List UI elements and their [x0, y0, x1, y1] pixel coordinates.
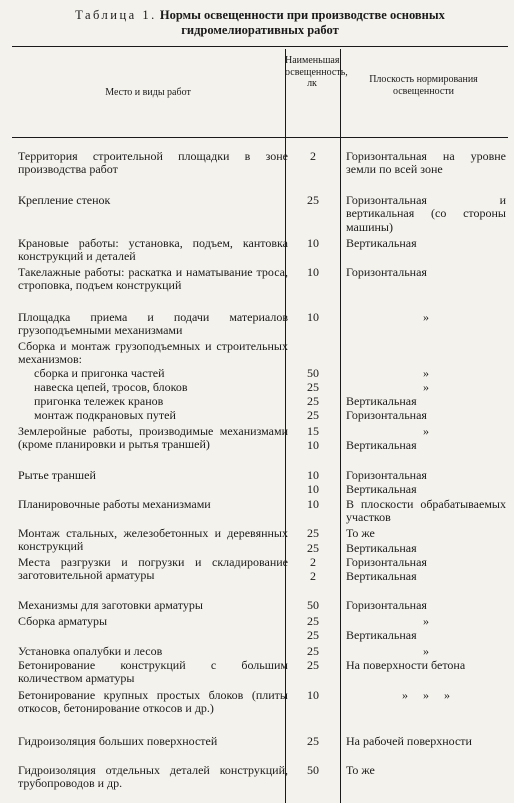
- cell-plane: Вертикальная: [346, 438, 417, 452]
- cell-lux: 2: [310, 569, 316, 583]
- cell-plane: То же: [346, 526, 375, 540]
- cell-place: Механизмы для заготовки арматуры: [18, 598, 203, 612]
- cell-place: пригонка тележек кранов: [34, 394, 164, 408]
- table-title-line2: гидромелиоративных работ: [181, 23, 339, 37]
- cell-place: Территория строительной площадки в зоне производства работ: [18, 149, 288, 177]
- cell-place: Места разгрузки и погрузки и складирование заготовительной арматуры: [18, 555, 288, 583]
- cell-place: монтаж подкрановых путей: [34, 408, 176, 422]
- cell-plane: Вертикальная: [346, 394, 417, 408]
- cell-place: Монтаж стальных, железобетонных и деревянных конструкций: [18, 526, 288, 554]
- cell-lux: 10: [307, 310, 319, 324]
- cell-place: Гидроизоляция больших поверхностей: [18, 734, 218, 748]
- cell-plane: Вертикальная: [346, 569, 417, 583]
- cell-plane: »: [423, 644, 429, 658]
- cell-lux: 50: [307, 598, 319, 612]
- cell-lux: 25: [307, 644, 319, 658]
- cell-place: Такелажные работы: раскатка и наматывание троса, строповка, подъем конструкций: [18, 265, 288, 293]
- cell-place: Сборка арматуры: [18, 614, 108, 628]
- cell-lux: 25: [307, 628, 319, 642]
- header-bottom-rule: [12, 137, 508, 138]
- cell-place: Крановые работы: установка, подъем, кантовка конструкций и деталей: [18, 236, 288, 264]
- cell-place: сборка и пригонка частей: [34, 366, 165, 380]
- cell-lux: 25: [307, 408, 319, 422]
- table-top-rule: [12, 46, 508, 47]
- cell-lux: 10: [307, 482, 319, 496]
- cell-plane: Горизонтальная и вертикальная (со стороны машины): [346, 193, 506, 234]
- cell-lux: 10: [307, 688, 319, 702]
- cell-place: Землеройные работы, производимые механизмами (кроме планировки и рытья траншей): [18, 424, 288, 452]
- table-caption: [12, 8, 508, 38]
- cell-lux: 25: [307, 658, 319, 672]
- cell-lux: 10: [307, 438, 319, 452]
- cell-plane: Горизонтальная: [346, 265, 427, 279]
- cell-lux: 2: [310, 555, 316, 569]
- table-title-line1: Нормы освещенности при производстве основных: [159, 8, 445, 22]
- cell-plane: Горизонтальная: [346, 468, 427, 482]
- cell-lux: 10: [307, 265, 319, 279]
- cell-lux: 25: [307, 734, 319, 748]
- cell-plane: На рабочей поверхности: [346, 734, 472, 748]
- cell-plane: »: [423, 424, 429, 438]
- cell-lux: 2: [310, 149, 316, 163]
- cell-place: Планировочные работы механизмами: [18, 497, 211, 511]
- header-plane: Плоскость нормирования освещенности: [369, 74, 478, 97]
- cell-lux: 10: [307, 497, 319, 511]
- cell-plane: »: [423, 310, 429, 324]
- cell-plane: Вертикальная: [346, 628, 417, 642]
- cell-lux: 25: [307, 614, 319, 628]
- cell-place: Установка опалубки и лесов: [18, 644, 163, 658]
- header-place: Место и виды работ: [105, 87, 191, 98]
- cell-plane: Горизонтальная: [346, 555, 427, 569]
- cell-place: Площадка приема и подачи материалов грузоподъемными механизмами: [18, 310, 288, 338]
- cell-plane: Горизонтальная на уровне земли по всей зоне: [346, 149, 506, 177]
- column-divider-2: [340, 49, 341, 803]
- cell-place: Гидроизоляция отдельных деталей конструкций, трубопроводов и др.: [18, 763, 288, 791]
- cell-lux: 15: [307, 424, 319, 438]
- cell-plane: Вертикальная: [346, 541, 417, 555]
- cell-lux: 25: [307, 193, 319, 207]
- cell-plane: То же: [346, 763, 375, 777]
- cell-plane: Горизонтальная: [346, 408, 427, 422]
- cell-plane: »: [423, 380, 429, 394]
- cell-place: навеска цепей, тросов, блоков: [34, 380, 188, 394]
- cell-plane: На поверхности бетона: [346, 658, 466, 672]
- cell-place: Сборка и монтаж грузоподъемных и строительных механизмов:: [18, 339, 288, 367]
- cell-plane: Вертикальная: [346, 236, 417, 250]
- cell-place: Бетонирование конструкций с большим количеством арматуры: [18, 658, 288, 686]
- cell-place: Рытье траншей: [18, 468, 96, 482]
- cell-plane: » » »: [402, 688, 450, 702]
- cell-lux: 50: [307, 366, 319, 380]
- cell-lux: 25: [307, 380, 319, 394]
- cell-lux: 10: [307, 468, 319, 482]
- table-label: Таблица 1.: [75, 8, 157, 22]
- cell-plane: В плоскости обрабатываемых участков: [346, 497, 506, 525]
- cell-lux: 25: [307, 541, 319, 555]
- cell-place: Крепление стенок: [18, 193, 111, 207]
- cell-place: Бетонирование крупных простых блоков (плиты откосов, бетонирование откосов и др.): [18, 688, 288, 716]
- cell-lux: 25: [307, 526, 319, 540]
- cell-lux: 50: [307, 763, 319, 777]
- cell-lux: 10: [307, 236, 319, 250]
- cell-plane: Вертикальная: [346, 482, 417, 496]
- cell-lux: 25: [307, 394, 319, 408]
- cell-plane: Горизонтальная: [346, 598, 427, 612]
- cell-plane: »: [423, 366, 429, 380]
- cell-plane: »: [423, 614, 429, 628]
- header-lux: Наименьшая освещенность, лк: [285, 55, 348, 89]
